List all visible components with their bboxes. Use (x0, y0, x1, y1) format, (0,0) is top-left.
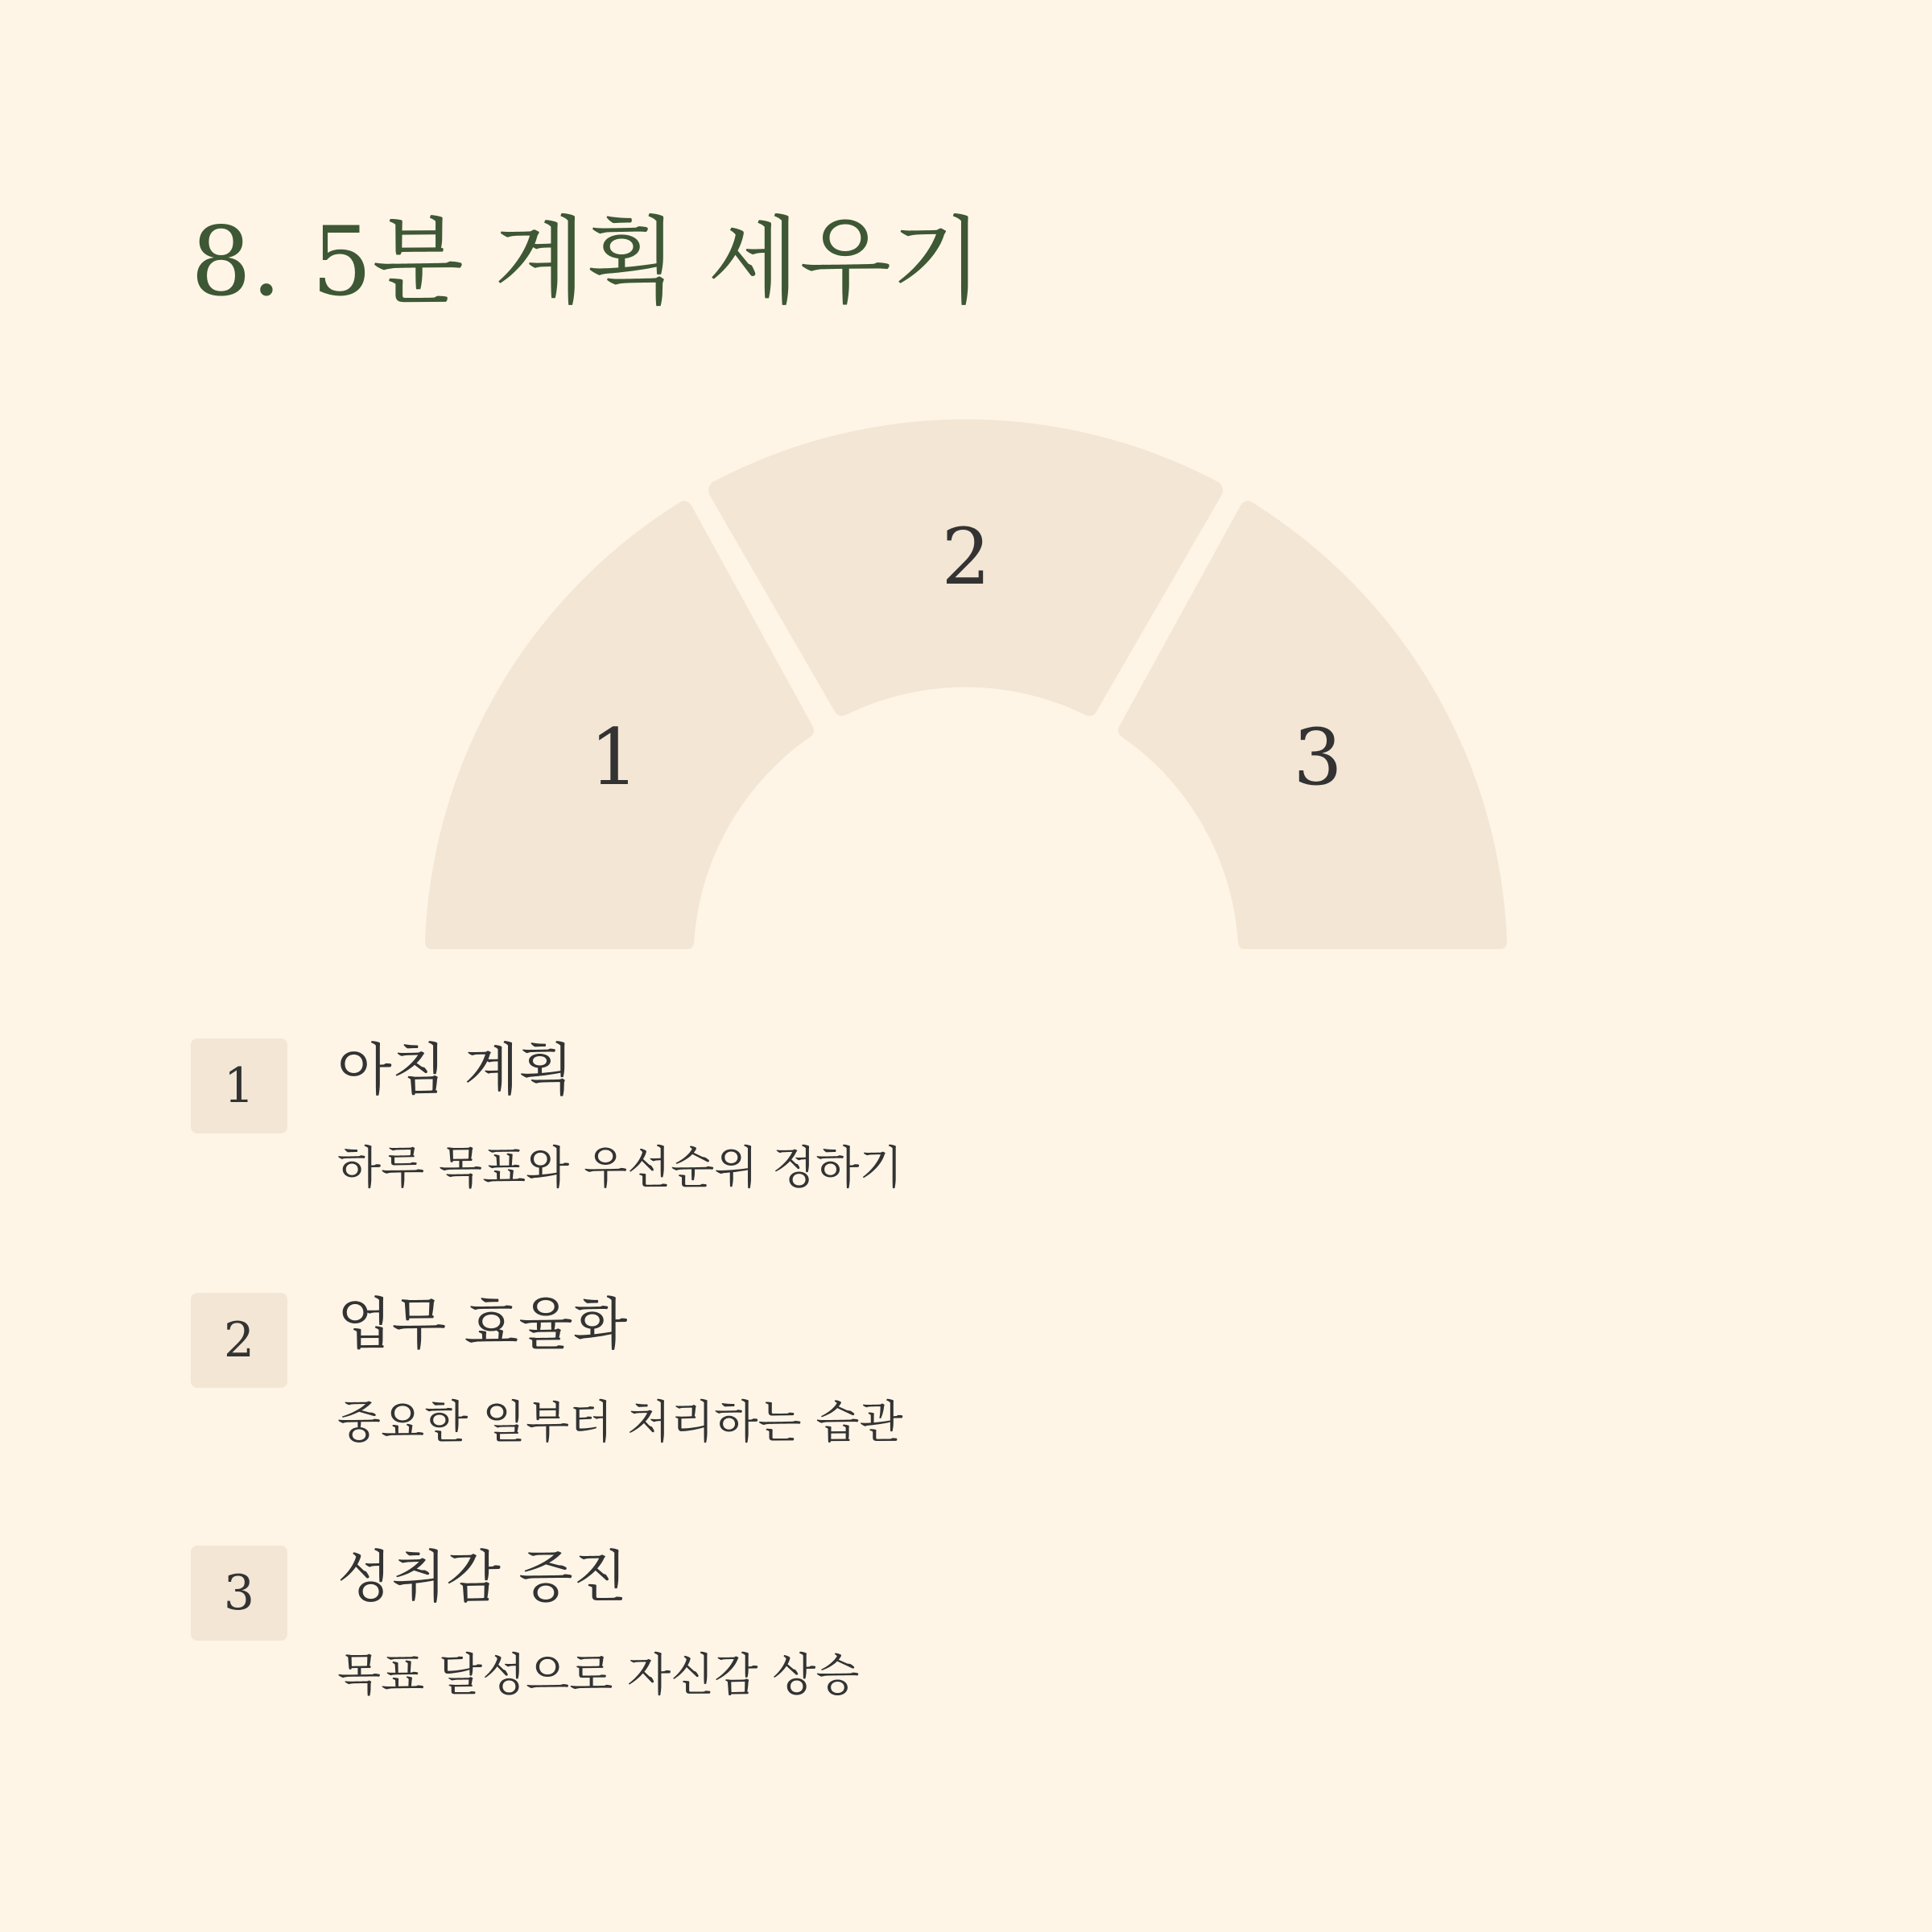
page-title: 8. 5분 계획 세우기 (191, 206, 984, 317)
step-2-title: 업무 효율화 (337, 1291, 628, 1357)
step-1-description: 하루 목표와 우선순위 정하기 (337, 1142, 903, 1195)
segment-1-number: 1 (589, 712, 639, 803)
segment-2-number: 2 (941, 512, 991, 602)
step-3-title: 성취감 증진 (337, 1544, 628, 1610)
step-3-description: 목표 달성으로 자신감 상승 (337, 1649, 860, 1702)
step-1-badge: 1 (191, 1038, 287, 1133)
step-1 (191, 1038, 1398, 1224)
step-3-badge: 3 (191, 1546, 287, 1641)
step-2-badge: 2 (191, 1293, 287, 1388)
step-3 (191, 1546, 1398, 1731)
step-1-title: 아침 계획 (337, 1037, 573, 1103)
step-2 (191, 1293, 1398, 1478)
segment-3-number: 3 (1293, 712, 1343, 803)
step-2-description: 중요한 일부터 처리하는 습관 (337, 1397, 903, 1449)
segment-2 (708, 419, 1223, 716)
